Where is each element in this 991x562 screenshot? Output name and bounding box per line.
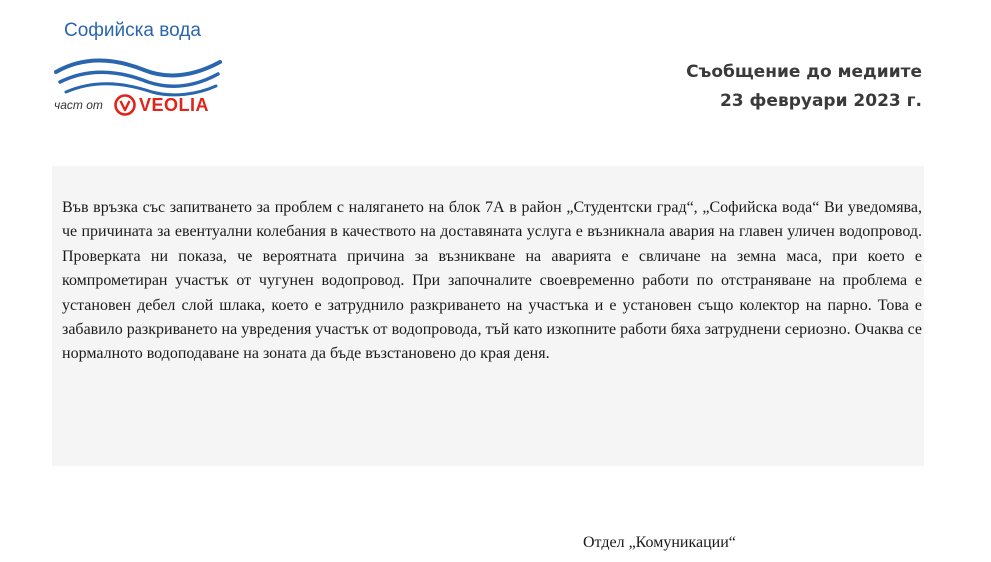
veolia-mark-icon [114,94,136,116]
logo-part-of: част от [54,98,103,112]
veolia-wordmark: VEOLIA [139,94,210,115]
veolia-logo [114,94,209,116]
press-release-date: 23 февруари 2023 г. [719,91,922,111]
signature-department: Отдел „Комуникации“ [583,534,736,551]
company-logo [52,18,242,128]
logo-company-name: Софийска вода [64,20,201,41]
press-release-header [686,58,922,116]
press-release-title: Съобщение до медиите [686,62,922,82]
waves-icon [54,50,222,100]
message-body: Във връзка със запитването за проблем с налягането на блок 7А в район „Студентски град“, „Софийска вода“ Ви уведомява, че причината за евентуални колебания в качеството на доставяната услуга е възникнала авария на главен уличен водопровод. Проверката ни показа, че вероятната причина за възникване на аварията е свличане на земна маса, при което е компрометиран участък от чугунен водопровод. При започналите своевременно работи по отстраняване на проблема е установен дебел слой шлака, което е затруднило разкриването на участъка и е установен също колектор на парно. Това е забавило разкриването на увредения участък от водопровода, тъй като изкопните работи бяха затруднени сериозно. Очаква се нормалното водоподаване на зоната да бъде възстановено до края деня. [62,199,922,363]
